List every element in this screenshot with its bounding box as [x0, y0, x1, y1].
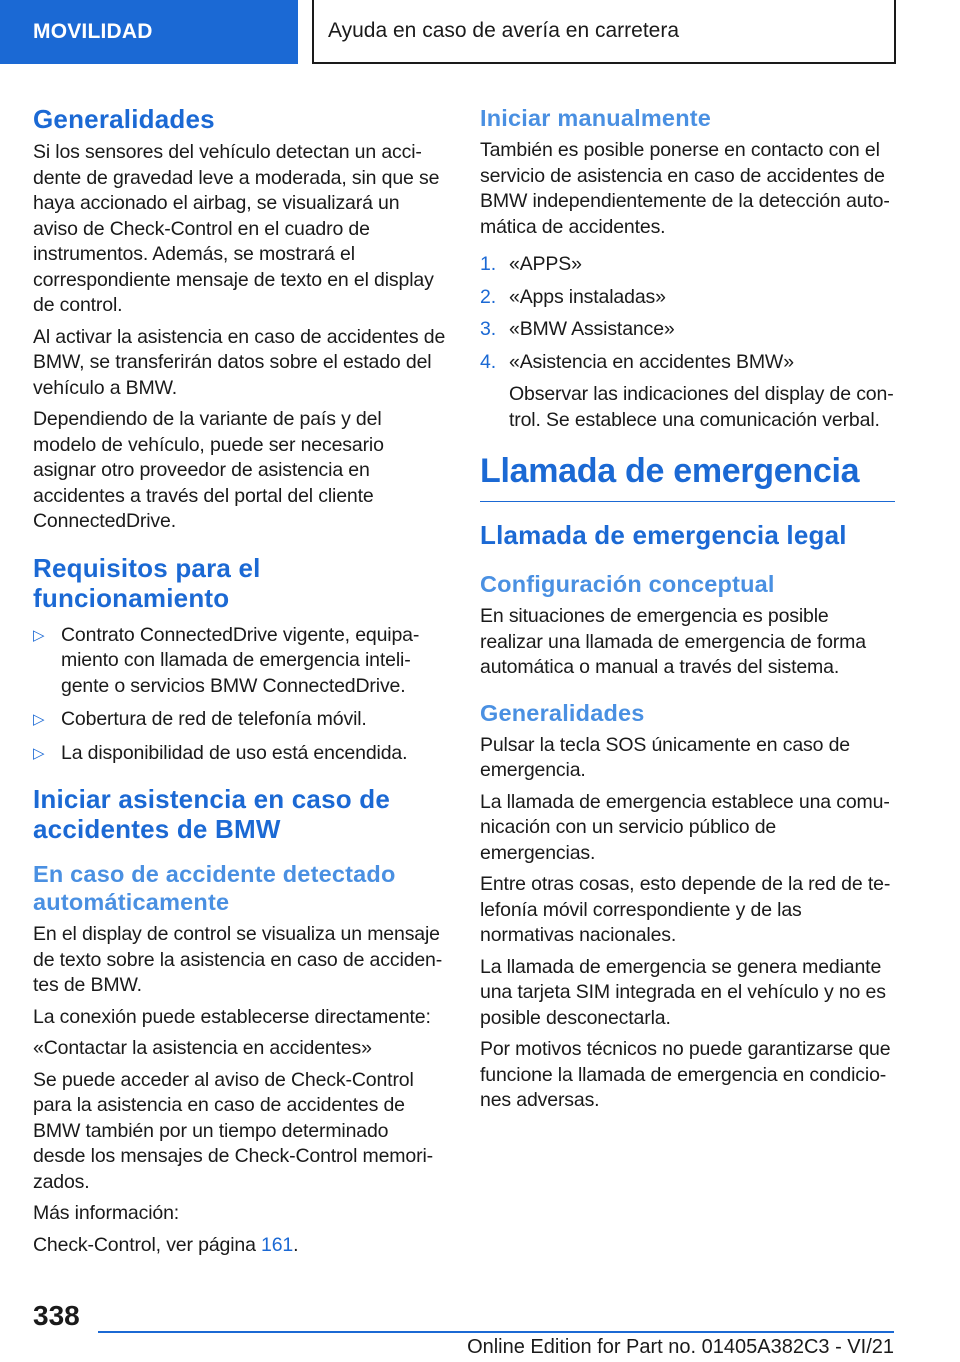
heading-requisitos: Requisitos para el funcionamiento	[33, 552, 261, 613]
list-item: ▷ Cobertura de red de telefonía móvil.	[33, 707, 446, 733]
chapter-title: Ayuda en caso de avería en carretera	[312, 0, 896, 64]
left-column	[33, 100, 446, 1264]
paragraph: Al activar la asistencia en caso de accidentes de BMW, se transferirán datos sobre el estado del vehículo a BMW.	[33, 325, 446, 399]
step-item: 4. «Asistencia en accidentes BMW» Observar las indicaciones del display de control. Se establece una comunicación verbal.	[480, 350, 895, 434]
paragraph: Por motivos técnicos no puede garantizarse que funcione la llamada de emergencia en condiciones adversas.	[480, 1038, 891, 1111]
heading-configuracion: Configuración conceptual	[480, 571, 775, 597]
heading-accidente-detectado: En caso de accidente detectado automáticamente	[33, 861, 396, 915]
requirements-list	[33, 623, 446, 767]
page-link[interactable]: 161	[261, 1233, 294, 1256]
footer-divider	[98, 1331, 894, 1333]
heading-iniciar-manualmente: Iniciar manualmente	[480, 105, 712, 131]
step-note: Observar las indicaciones del display de control. Se establece una comunicación verbal.	[509, 383, 894, 431]
heading-generalidades-2: Generalidades	[480, 699, 645, 726]
paragraph: La conexión puede establecerse directamente:	[33, 1005, 431, 1028]
paragraph: Más información:	[33, 1202, 180, 1224]
paragraph: La llamada de emergencia establece una comunicación con un servicio público de emergencias.	[480, 790, 890, 864]
list-item: ▷ Contrato ConnectedDrive vigente, equipamiento con llamada de emergencia inteligente o servicios BMW ConnectedDrive.	[33, 623, 420, 697]
paragraph: También es posible ponerse en contacto con el servicio de asistencia en caso de accidentes de BMW independientemente de la detección automática de accidentes.	[480, 139, 890, 238]
list-item: ▷ La disponibilidad de uso está encendida.	[33, 741, 446, 767]
paragraph: Si los sensores del vehículo detectan un accidente de gravedad leve a moderada, sin que se haya accionado el airbag, se visualizará un aviso de Check-Control en el cuadro de instrumentos. Además, se mostrará el correspondiente mensaje de texto en el display de control.	[33, 141, 440, 316]
paragraph: «Contactar la asistencia en accidentes»	[33, 1037, 372, 1059]
paragraph: La llamada de emergencia se genera mediante una tarjeta SIM integrada en el vehículo y no es posible desconectarla.	[480, 955, 886, 1029]
edition-text: Online Edition for Part no. 01405A382C3 - VI/21	[467, 1336, 894, 1358]
paragraph: Se puede acceder al aviso de Check-Control para la asistencia en caso de accidentes de BMW también por un tiempo determinado desde los mensajes de Check-Control memorizados.	[33, 1068, 434, 1193]
step-item: 1. «APPS»	[480, 253, 582, 275]
page-number: 338	[33, 1300, 80, 1331]
triangle-bullet-icon: ▷	[33, 711, 45, 728]
heading-iniciar-asistencia: Iniciar asistencia en caso de accidentes de BMW	[33, 784, 390, 844]
heading-generalidades: Generalidades	[33, 104, 215, 134]
paragraph: Dependiendo de la variante de país y del modelo de vehículo, puede ser necesario asignar otro proveedor de asistencia en accidentes a través del portal del cliente ConnectedDrive.	[33, 408, 384, 532]
paragraph: Entre otras cosas, esto depende de la red de telefonía móvil correspondiente y de las normativas nacionales.	[480, 873, 891, 946]
section-tab: MOVILIDAD	[0, 0, 298, 64]
heading-llamada-legal: Llamada de emergencia legal	[480, 520, 847, 550]
paragraph: Pulsar la tecla SOS únicamente en caso de emergencia.	[480, 733, 850, 781]
steps-list	[480, 252, 895, 433]
right-column	[480, 100, 895, 1120]
heading-llamada-emergencia: Llamada de emergencia	[480, 451, 895, 502]
paragraph: En el display de control se visualiza un mensaje de texto sobre la asistencia en caso de accidentes de BMW.	[33, 923, 443, 996]
step-item: 2. «Apps instaladas»	[480, 285, 666, 308]
triangle-bullet-icon: ▷	[33, 626, 45, 644]
triangle-bullet-icon: ▷	[33, 744, 45, 762]
page-header	[0, 0, 960, 66]
paragraph: En situaciones de emergencia es posible realizar una llamada de emergencia de forma automática o manual a través del sistema.	[480, 605, 866, 678]
paragraph-reference: Check-Control, ver página 161.	[33, 1233, 299, 1256]
step-item: 3. «BMW Assistance»	[480, 318, 675, 340]
